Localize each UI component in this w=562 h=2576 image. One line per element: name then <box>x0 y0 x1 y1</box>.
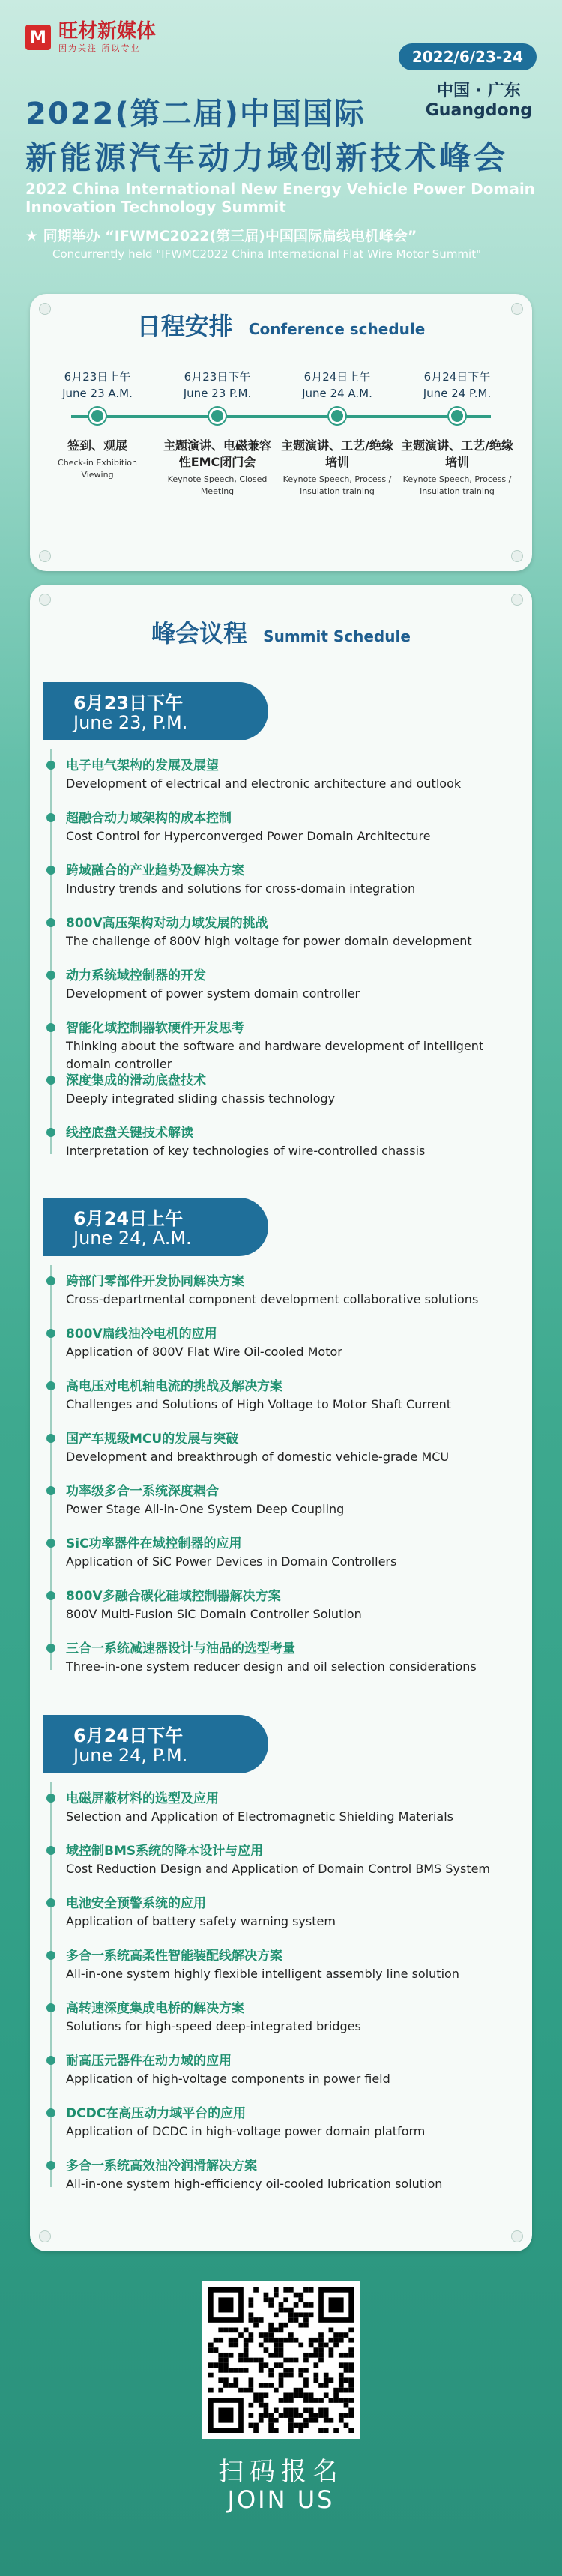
agenda-item-cn: 高转速深度集成电桥的解决方案 <box>66 2001 244 2016</box>
agenda-item-en: Thinking about the software and hardware development of intelligent domain controller <box>66 1039 484 1071</box>
agenda-item <box>66 1640 523 1676</box>
agenda-item <box>66 967 523 1003</box>
agenda-bullet-icon <box>46 1128 55 1137</box>
agenda-bullet-icon <box>46 1591 55 1600</box>
agenda-item-cn: 电池安全预警系统的应用 <box>66 1896 206 1911</box>
agenda-bullet-icon <box>46 1486 55 1495</box>
agenda-bullet-icon <box>46 866 55 875</box>
session-date-cn: 6月24日下午 <box>73 1725 184 1746</box>
agenda-item <box>66 757 523 793</box>
agenda-bullet-icon <box>46 1276 55 1285</box>
pin-icon <box>39 594 51 606</box>
agenda-item-cn: 国产车规级MCU的发展与突破 <box>66 1432 239 1447</box>
agenda-item-cn: 高电压对电机轴电流的挑战及解决方案 <box>66 1379 282 1394</box>
timeline-dot <box>449 408 465 424</box>
agenda-item <box>66 2000 523 2036</box>
agenda-item-cn: 电磁屏蔽材料的选型及应用 <box>66 1791 219 1806</box>
agenda-bullet-icon <box>46 1644 55 1653</box>
pin-icon <box>511 2230 523 2242</box>
agenda-item-cn: DCDC在高压动力域平台的应用 <box>66 2106 247 2121</box>
agenda-panel <box>30 585 532 2251</box>
schedule-title-en: Conference schedule <box>248 320 426 338</box>
schedule-time-en: June 24 A.M. <box>302 387 372 400</box>
concurrent-event-cn: ★ 同期举办 “IFWMC2022(第三届)中国国际扁线电机峰会” <box>25 228 417 244</box>
agenda-item <box>66 2052 523 2088</box>
agenda-bullet-icon <box>46 2003 55 2012</box>
agenda-item-cn: 深度集成的滑动底盘技术 <box>66 1073 206 1088</box>
agenda-heading <box>30 615 532 649</box>
session-date-en: June 23, P.M. <box>73 712 188 733</box>
schedule-item <box>41 369 154 481</box>
agenda-item <box>66 1895 523 1931</box>
agenda-bullet-icon <box>46 1951 55 1960</box>
agenda-bullet-icon <box>46 761 55 770</box>
pin-icon <box>511 550 523 562</box>
pin-icon <box>511 594 523 606</box>
brand-name: 旺材新媒体 <box>58 20 157 43</box>
agenda-item-cn: 跨域融合的产业趋势及解决方案 <box>66 863 244 878</box>
agenda-item-en: Cross-departmental component development collaborative solutions <box>66 1292 479 1306</box>
agenda-item <box>66 1072 523 1108</box>
schedule-activity-en: Check-in Exhibition Viewing <box>58 458 137 480</box>
scan-label-en: JOIN US <box>227 2485 335 2514</box>
page-title-line2: 新能源汽车动力域创新技术峰会 <box>25 139 509 176</box>
agenda-item-en: Application of 800V Flat Wire Oil-cooled Motor <box>66 1345 342 1359</box>
agenda-item <box>66 2105 523 2141</box>
schedule-item <box>281 369 393 498</box>
schedule-item <box>401 369 513 498</box>
agenda-item-en: Cost Control for Hyperconverged Power Domain Architecture <box>66 829 431 843</box>
agenda-item-en: Power Stage All-in-One System Deep Coupling <box>66 1502 345 1516</box>
agenda-item <box>66 862 523 898</box>
agenda-timeline-line <box>50 1782 52 2187</box>
schedule-activity-cn: 主题演讲、电磁兼容性EMC闭门会 <box>163 438 271 469</box>
agenda-title-en: Summit Schedule <box>263 627 411 645</box>
pin-icon <box>39 550 51 562</box>
agenda-item-cn: 超融合动力域架构的成本控制 <box>66 811 232 826</box>
session-date-cn: 6月23日下午 <box>73 693 184 714</box>
agenda-item-en: All-in-one system high-efficiency oil-cooled lubrication solution <box>66 2177 443 2191</box>
agenda-bullet-icon <box>46 1076 55 1085</box>
agenda-bullet-icon <box>46 1898 55 1907</box>
agenda-bullet-icon <box>46 2108 55 2117</box>
schedule-heading <box>30 307 532 342</box>
agenda-item <box>66 1947 523 1983</box>
agenda-item-cn: 多合一系统高柔性智能装配线解决方案 <box>66 1949 282 1964</box>
agenda-item <box>66 1430 523 1466</box>
agenda-item-en: All-in-one system highly flexible intelligent assembly line solution <box>66 1967 459 1981</box>
schedule-activity-en: Keynote Speech, Closed Meeting <box>167 474 268 496</box>
agenda-item-cn: 800V多融合碳化硅域控制器解决方案 <box>66 1589 281 1604</box>
agenda-bullet-icon <box>46 1539 55 1548</box>
schedule-time-en: June 23 A.M. <box>62 387 133 400</box>
agenda-item-en: Application of battery safety warning system <box>66 1914 336 1928</box>
agenda-bullet-icon <box>46 1023 55 1032</box>
agenda-title-cn: 峰会议程 <box>151 619 248 648</box>
agenda-item-cn: 多合一系统高效油冷润滑解决方案 <box>66 2159 257 2174</box>
agenda-item-en: Development and breakthrough of domestic vehicle-grade MCU <box>66 1450 450 1464</box>
schedule-time-cn: 6月23日下午 <box>184 370 251 384</box>
agenda-item-en: 800V Multi-Fusion SiC Domain Controller Solution <box>66 1607 362 1621</box>
agenda-item-cn: 跨部门零部件开发协同解决方案 <box>66 1274 244 1289</box>
agenda-item <box>66 1482 523 1518</box>
agenda-timeline-line <box>50 749 52 1154</box>
agenda-item-cn: 800V高压架构对动力域发展的挑战 <box>66 916 268 931</box>
agenda-bullet-icon <box>46 1434 55 1443</box>
agenda-item-en: Application of high-voltage components in power field <box>66 2072 390 2086</box>
event-date-badge: 2022/6/23-24 <box>399 43 537 70</box>
timeline-dot <box>329 408 345 424</box>
agenda-bullet-icon <box>46 2161 55 2170</box>
session-date-cn: 6月24日上午 <box>73 1208 184 1229</box>
agenda-item-cn: 功率级多合一系统深度耦合 <box>66 1484 219 1499</box>
agenda-bullet-icon <box>46 2056 55 2065</box>
agenda-item-cn: 智能化域控制器软硬件开发思考 <box>66 1021 244 1036</box>
schedule-panel <box>30 294 532 571</box>
concurrent-event-en: Concurrently held "IFWMC2022 China International Flat Wire Motor Summit" <box>52 247 481 261</box>
agenda-timeline-line <box>50 1265 52 1670</box>
agenda-bullet-icon <box>46 1794 55 1803</box>
agenda-item-cn: 域控制BMS系统的降本设计与应用 <box>66 1844 264 1859</box>
schedule-time-cn: 6月23日上午 <box>64 370 131 384</box>
logo-icon: M <box>25 25 51 50</box>
agenda-item <box>66 809 523 845</box>
timeline-dot <box>89 408 106 424</box>
page-title-en: 2022 China International New Energy Vehicle Power Domain Innovation Technology Summit <box>25 180 535 216</box>
agenda-item <box>66 1378 523 1414</box>
location-en: Guangdong <box>425 101 532 120</box>
agenda-item-en: Cost Reduction Design and Application of Domain Control BMS System <box>66 1862 491 1876</box>
agenda-item <box>66 2157 523 2193</box>
agenda-bullet-icon <box>46 918 55 927</box>
agenda-item-en: Application of DCDC in high-voltage power domain platform <box>66 2124 426 2138</box>
agenda-item-en: Application of SiC Power Devices in Domain Controllers <box>66 1554 397 1569</box>
agenda-item <box>66 1535 523 1571</box>
location-cn: 中国 · 广东 <box>437 82 521 100</box>
agenda-bullet-icon <box>46 813 55 822</box>
agenda-item-en: Solutions for high-speed deep-integrated bridges <box>66 2019 361 2033</box>
agenda-item-cn: 800V扁线油冷电机的应用 <box>66 1327 217 1342</box>
brand-logo <box>25 21 156 54</box>
agenda-item-cn: SiC功率器件在域控制器的应用 <box>66 1536 242 1551</box>
qr-code[interactable] <box>202 2281 360 2439</box>
brand-tagline: 因为关注 所以专业 <box>58 43 141 53</box>
agenda-item-en: Industry trends and solutions for cross-domain integration <box>66 881 416 896</box>
session-date-en: June 24, P.M. <box>73 1745 188 1766</box>
session-header <box>43 1715 268 1773</box>
agenda-item-en: Challenges and Solutions of High Voltage to Motor Shaft Current <box>66 1397 452 1411</box>
schedule-time-cn: 6月24日上午 <box>303 370 371 384</box>
schedule-time-en: June 24 P.M. <box>423 387 492 400</box>
agenda-item <box>66 1019 523 1073</box>
agenda-item <box>66 1124 523 1160</box>
session-date-en: June 24, A.M. <box>73 1228 192 1249</box>
agenda-item-cn: 电子电气架构的发展及展望 <box>66 758 219 773</box>
agenda-item-cn: 耐高压元器件在动力域的应用 <box>66 2054 232 2069</box>
agenda-item-cn: 三合一系统减速器设计与油品的选型考量 <box>66 1641 295 1656</box>
agenda-item-en: Interpretation of key technologies of wire-controlled chassis <box>66 1144 426 1158</box>
schedule-activity-cn: 主题演讲、工艺/绝缘培训 <box>401 438 513 469</box>
agenda-item <box>66 1842 523 1878</box>
agenda-item-cn: 动力系统域控制器的开发 <box>66 968 206 983</box>
agenda-bullet-icon <box>46 971 55 980</box>
schedule-item <box>161 369 274 498</box>
agenda-item-en: Deeply integrated sliding chassis technology <box>66 1091 336 1105</box>
agenda-item <box>66 1325 523 1361</box>
schedule-time-en: June 23 P.M. <box>183 387 252 400</box>
schedule-time-cn: 6月24日下午 <box>423 370 491 384</box>
agenda-bullet-icon <box>46 1846 55 1855</box>
session-header <box>43 682 268 740</box>
agenda-item <box>66 1273 523 1309</box>
schedule-activity-cn: 主题演讲、工艺/绝缘培训 <box>281 438 393 469</box>
agenda-item <box>66 914 523 950</box>
pin-icon <box>39 2230 51 2242</box>
agenda-item-en: Development of power system domain controller <box>66 986 360 1001</box>
agenda-bullet-icon <box>46 1329 55 1338</box>
agenda-item-cn: 线控底盘关键技术解读 <box>66 1126 193 1141</box>
schedule-title-cn: 日程安排 <box>136 312 233 340</box>
session-header <box>43 1198 268 1256</box>
schedule-activity-en: Keynote Speech, Process / insulation training <box>282 474 392 496</box>
event-location <box>426 78 532 120</box>
agenda-item <box>66 1790 523 1826</box>
scan-label-cn: 扫码报名 <box>218 2457 344 2487</box>
agenda-item <box>66 1587 523 1623</box>
agenda-item-en: Development of electrical and electronic architecture and outlook <box>66 776 462 791</box>
schedule-activity-en: Keynote Speech, Process / insulation training <box>402 474 512 496</box>
page-title-line1: 2022(第二届)中国国际 <box>25 97 366 131</box>
agenda-item-en: Three-in-one system reducer design and oil selection considerations <box>66 1659 477 1674</box>
agenda-item-en: Selection and Application of Electromagnetic Shielding Materials <box>66 1809 453 1824</box>
schedule-activity-cn: 签到、观展 <box>67 438 127 453</box>
agenda-bullet-icon <box>46 1381 55 1390</box>
agenda-item-en: The challenge of 800V high voltage for power domain development <box>66 934 472 948</box>
qr-code-image <box>208 2287 354 2433</box>
timeline-dot <box>209 408 226 424</box>
